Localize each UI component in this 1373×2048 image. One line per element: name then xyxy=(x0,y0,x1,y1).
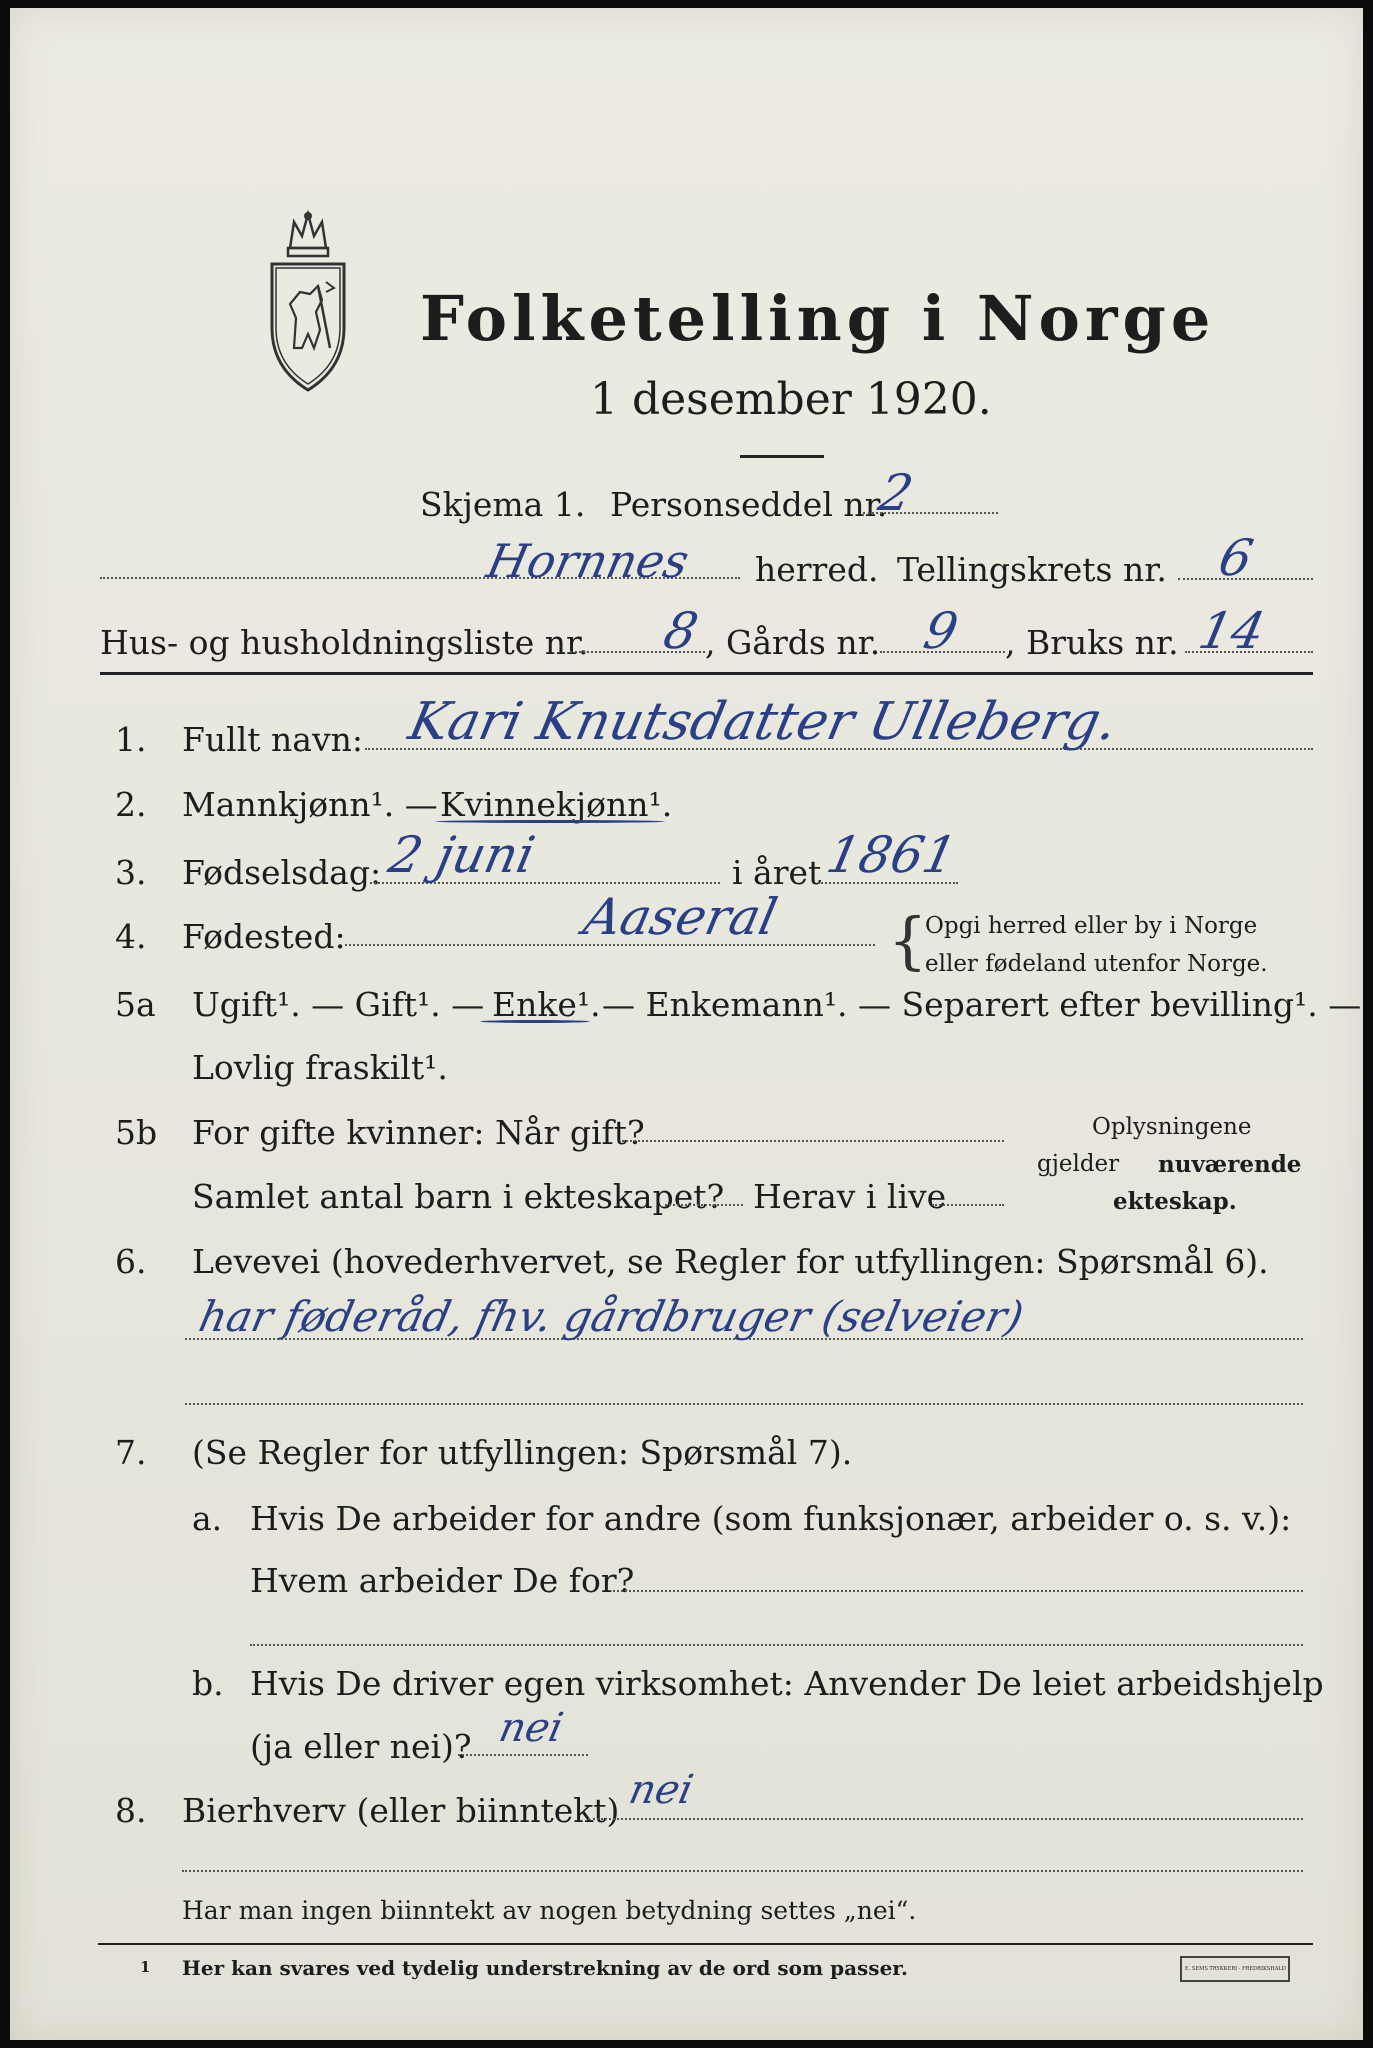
q8-value: nei xyxy=(625,1767,698,1813)
q7-label: (Se Regler for utfyllingen: Spørsmål 7). xyxy=(192,1433,853,1472)
q7a-sublabel: Hvem arbeider De for? xyxy=(250,1561,635,1600)
q7a-letter: a. xyxy=(192,1499,223,1538)
q5b-label-married: For gifte kvinner: Når gift? xyxy=(192,1113,645,1152)
q4-brace: { xyxy=(888,904,928,977)
q2-kvinnekjonn: Kvinnekjønn¹. xyxy=(440,785,673,824)
q1-number: 1. xyxy=(115,720,147,759)
q2-underline xyxy=(435,820,665,823)
q5a-fraskilt: Lovlig fraskilt¹. xyxy=(192,1048,448,1087)
q4-value: Aaseral xyxy=(578,888,783,946)
q5a-number: 5a xyxy=(115,985,156,1024)
q7b-line xyxy=(458,1754,588,1756)
q7a-line2 xyxy=(250,1644,1303,1646)
q8-number: 8. xyxy=(115,1791,147,1830)
q5b-label-alive: Herav i live xyxy=(753,1177,947,1216)
q3-value: 2 juni xyxy=(383,826,540,884)
q5a-enke: Enke¹. xyxy=(492,985,601,1024)
q3-label: Fødselsdag: xyxy=(182,853,382,892)
census-date: 1 desember 1920. xyxy=(590,374,992,425)
q6-number: 6. xyxy=(115,1242,147,1281)
printer-stamp xyxy=(1180,1956,1290,1982)
q2-number: 2. xyxy=(115,785,147,824)
printer-stamp-text: E. SEMS TRYKKERI · FREDRIKSHALD xyxy=(1184,1965,1286,1972)
q4-note-line2: eller fødeland utenfor Norge. xyxy=(925,951,1268,977)
q5b-alive-line xyxy=(932,1204,1004,1206)
tellingskrets-value: 6 xyxy=(1213,529,1258,587)
q5a-ugift-gift: Ugift¹. — Gift¹. — xyxy=(192,985,485,1024)
q7a-line1 xyxy=(613,1590,1303,1592)
q8-line1 xyxy=(588,1818,1303,1820)
q5b-note-line1: Oplysningene xyxy=(1092,1114,1252,1140)
personseddel-value: 2 xyxy=(873,464,918,522)
herred-label: herred. xyxy=(755,550,879,589)
title-divider xyxy=(740,455,824,458)
footnote-mark: 1 xyxy=(140,1958,151,1976)
biinntekt-note: Har man ingen biinntekt av nogen betydning settes „nei“. xyxy=(182,1896,917,1925)
q4-note-line1: Opgi herred eller by i Norge xyxy=(925,913,1258,939)
q7b-sublabel: (ja eller nei)? xyxy=(250,1727,472,1766)
norway-coat-of-arms-icon xyxy=(260,208,356,398)
q6-line2 xyxy=(185,1403,1303,1405)
personseddel-label: Personseddel nr. xyxy=(610,485,888,524)
bruks-value: 14 xyxy=(1193,602,1270,660)
q1-value: Kari Knutsdatter Ulleberg. xyxy=(403,692,1123,752)
herred-value: Hornnes xyxy=(482,534,694,588)
q4-label: Fødested: xyxy=(182,917,346,956)
q5b-note-line2a: gjelder xyxy=(1037,1151,1120,1177)
q8-label: Bierhverv (eller biinntekt) xyxy=(182,1791,620,1830)
form-title: Folketelling i Norge xyxy=(420,282,1216,355)
q7b-label: Hvis De driver egen virksomhet: Anvender De leiet arbeidshjelp xyxy=(250,1664,1324,1703)
q5b-number: 5b xyxy=(115,1113,158,1152)
census-form-page xyxy=(10,8,1363,2040)
q3-number: 3. xyxy=(115,853,147,892)
q5b-note-line2b: nuværende xyxy=(1158,1151,1302,1178)
q5b-married-line xyxy=(622,1140,1004,1142)
header-separator xyxy=(100,672,1313,675)
gards-value: 9 xyxy=(918,602,963,660)
q5a-underline xyxy=(480,1020,590,1023)
schema-label: Skjema 1. xyxy=(420,485,586,524)
husliste-value: 8 xyxy=(658,602,703,660)
q5b-label-children: Samlet antal barn i ekteskapet? xyxy=(192,1177,725,1216)
q5b-children-line xyxy=(665,1204,743,1206)
tellingskrets-label: Tellingskrets nr. xyxy=(897,550,1167,589)
gards-label: , Gårds nr. xyxy=(705,623,881,662)
q2-mannkjonn: Mannkjønn¹. — xyxy=(182,785,438,824)
q6-value: har føderåd, fhv. gårdbruger (selveier) xyxy=(194,1292,1028,1341)
q7-number: 7. xyxy=(115,1433,147,1472)
q7a-label: Hvis De arbeider for andre (som funksjonær, arbeider o. s. v.): xyxy=(250,1499,1292,1538)
q8-line2 xyxy=(182,1870,1303,1872)
husliste-label: Hus- og husholdningsliste nr. xyxy=(100,623,589,662)
bruks-label: , Bruks nr. xyxy=(1005,623,1179,662)
q3-year-value: 1861 xyxy=(821,826,962,884)
footnote-separator xyxy=(98,1943,1313,1945)
q5a-rest: — Enkemann¹. — Separert efter bevilling¹. — xyxy=(602,985,1362,1024)
q3-year-label: i året xyxy=(732,853,822,892)
q4-number: 4. xyxy=(115,917,147,956)
q5b-note-line3: ekteskap. xyxy=(1113,1188,1237,1215)
q7b-value: nei xyxy=(495,1705,568,1751)
q1-label: Fullt navn: xyxy=(182,720,363,759)
q7b-letter: b. xyxy=(192,1664,224,1703)
footnote-text: Her kan svares ved tydelig understrekning av de ord som passer. xyxy=(182,1956,908,1980)
q6-label: Levevei (hovederhvervet, se Regler for utfyllingen: Spørsmål 6). xyxy=(192,1242,1269,1281)
